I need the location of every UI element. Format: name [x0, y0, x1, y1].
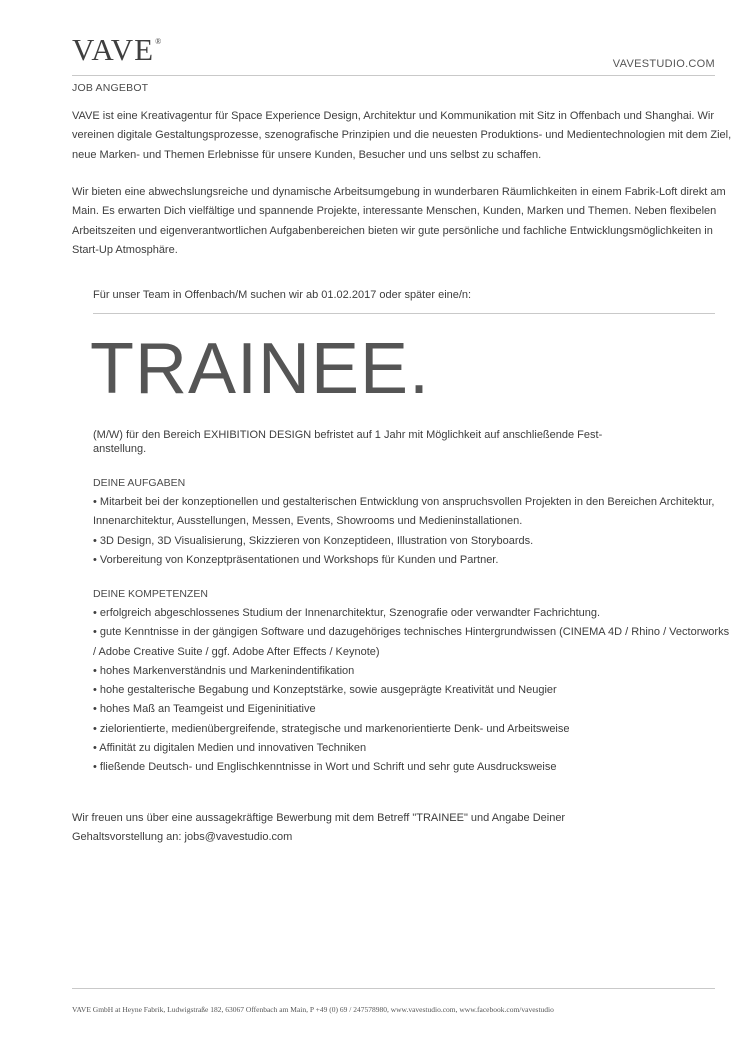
skills-heading: DEINE KOMPETENZEN [93, 588, 208, 600]
job-subtitle: (M/W) für den Bereich EXHIBITION DESIGN befristet auf 1 Jahr mit Möglichkeit auf anschließende Fest-anstellung. [93, 429, 603, 455]
list-item: • Affinität zu digitalen Medien und innovativen Techniken [93, 742, 367, 755]
list-item: • erfolgreich abgeschlossenes Studium der Innenarchitektur, Szenografie oder verwandter Fachrichtung. [93, 607, 601, 619]
footer-contact: VAVE GmbH at Heyne Fabrik, Ludwigstraße 182, 63067 Offenbach am Main, P +49 (0) 69 / 247578980, www.vavestudio.com, www.facebook.com/vavestudio [72, 1005, 554, 1014]
list-item: • gute Kenntnisse in der gängigen Software und dazugehöriges technisches Hintergrundwissen (CINEMA 4D / Rhino / Vectorworks / Adobe Creative Suite / ggf. Adobe After Effects / Keynote) [93, 626, 730, 658]
search-line: Für unser Team in Offenbach/M suchen wir ab 01.02.2017 oder später eine/n: [93, 289, 472, 301]
website-link[interactable]: VAVESTUDIO.COM [612, 58, 715, 70]
intro-paragraph-2: Wir bieten eine abwechslungsreiche und dynamische Arbeitsumgebung in wunderbaren Räumlichkeiten in einem Fabrik-Loft direkt am Main. Es erwarten Dich vielfältige und spannende Projekte, interessante Menschen, Kunden, Marken und Themen. Neben flexibelen Arbeitszeiten und eigenverantwortlichen Aufgabenbereichen bieten wir gute persönliche und fachliche Entwicklungsmöglichkeiten in Start-Up Atmosphäre. [72, 186, 726, 256]
section-divider [93, 313, 715, 314]
list-item: • hohes Maß an Teamgeist und Eigeninitiative [93, 703, 316, 716]
job-title: TRAINEE. [90, 329, 431, 409]
tasks-heading: DEINE AUFGABEN [93, 477, 186, 489]
footer-divider [72, 988, 715, 989]
list-item: • Mitarbeit bei der konzeptionellen und gestalterischen Entwicklung von anspruchsvollen Projekten in den Bereichen Architektur, Innenarchitektur, Ausstellungen, Messen, Events, Showrooms und Medieninstallationen. [93, 496, 715, 528]
page-heading: JOB ANGEBOT [72, 82, 149, 94]
tasks-list [93, 493, 733, 570]
list-item: • hohes Markenverständnis und Markenindentifikation [93, 664, 355, 677]
header-divider [72, 75, 715, 76]
registered-mark: ® [155, 37, 163, 46]
skills-list [93, 604, 733, 778]
intro-paragraph-1: VAVE ist eine Kreativagentur für Space Experience Design, Architektur und Kommunikation mit Sitz in Offenbach und Shanghai. Wir vereinen digitale Gestaltungsprozesse, szenografische Prinzipien und die neuesten Produktions- und Medientechnologien mit dem Ziel, neue Marken- und Themen Erlebnisse für unsere Kunden, Besucher und uns selbst zu schaffen. [72, 110, 732, 161]
closing-paragraph: Wir freuen uns über eine aussagekräftige Bewerbung mit dem Betreff "TRAINEE" und Angabe Deiner Gehaltsvorstellung an: jobs@vavestudio.com [72, 812, 566, 844]
list-item: • zielorientierte, medienübergreifende, strategische und markenorientierte Denk- und Arbeitsweise [93, 722, 570, 735]
skills-section [93, 585, 733, 778]
tasks-section [93, 474, 733, 570]
list-item: • fließende Deutsch- und Englischkenntnisse in Wort und Schrift und sehr gute Ausdrucksweise [93, 761, 557, 774]
list-item: • hohe gestalterische Begabung und Konzeptstärke, sowie ausgeprägte Kreativität und Neugier [93, 684, 557, 697]
vave-logo [72, 34, 161, 65]
list-item: • 3D Design, 3D Visualisierung, Skizzieren von Konzeptideen, Illustration von Storyboards. [93, 534, 534, 547]
logo-text: VAVE [72, 32, 155, 67]
list-item: • Vorbereitung von Konzeptpräsentationen und Workshops für Kunden und Partner. [93, 553, 499, 566]
